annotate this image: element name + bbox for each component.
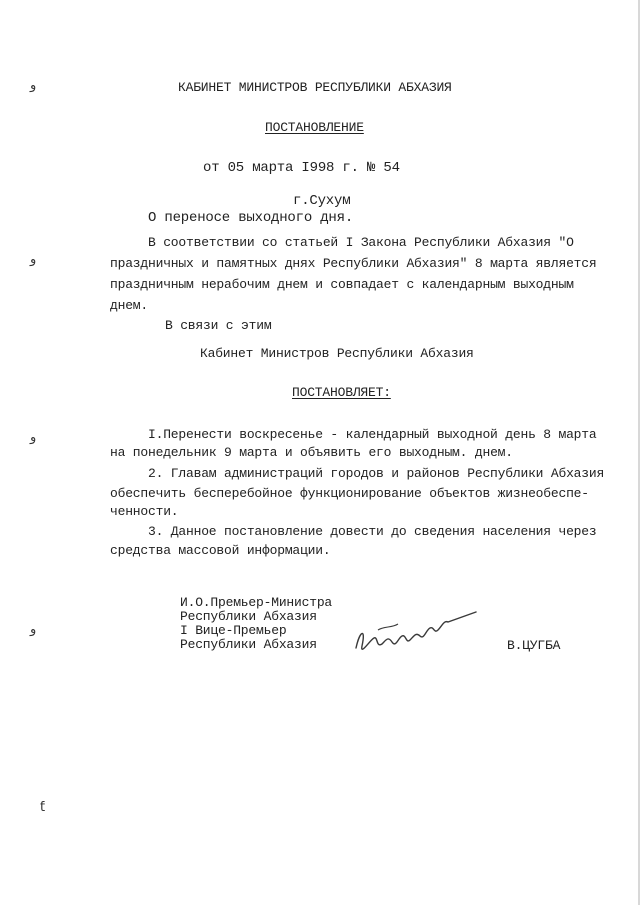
signatory-title-line: I Вице-Премьер (180, 623, 287, 638)
body-cabinet: Кабинет Министров Республики Абхазия (200, 346, 474, 361)
item-line: 3. Данное постановление довести до сведения населения через (148, 524, 597, 539)
signatory-title-line: Республики Абхазия (180, 637, 317, 652)
margin-mark-icon: ƭ (40, 800, 46, 815)
city: г.Сухум (293, 193, 351, 209)
preamble-line: днем. (110, 298, 149, 313)
subject: О переносе выходного дня. (148, 210, 354, 226)
margin-mark-icon: ﻭ (30, 252, 37, 267)
item-line: ченности. (110, 504, 179, 519)
document-type: ПОСТАНОВЛЕНИЕ (265, 120, 364, 135)
date-line: от 05 марта I998 г. № 54 (203, 160, 400, 176)
signatory-title-line: Республики Абхазия (180, 609, 317, 624)
cabinet-heading: КАБИНЕТ МИНИСТРОВ РЕСПУБЛИКИ АБХАЗИЯ (178, 80, 452, 95)
item-line: на понедельник 9 марта и объявить его выходным. днем. (110, 445, 513, 460)
item-line: 2. Главам администраций городов и районов Республики Абхазия (148, 466, 605, 481)
preamble-line: праздничным нерабочим днем и совпадает с календарным выходным (110, 277, 574, 292)
preamble-line: В соответствии со статьей I Закона Республики Абхазия "О (148, 235, 574, 250)
item-line: средства массовой информации. (110, 543, 331, 558)
decrees-heading: ПОСТАНОВЛЯЕТ: (292, 385, 391, 400)
handwritten-signature (348, 600, 488, 660)
preamble-line: праздничных и памятных днях Республики Абхазия" 8 марта является (110, 256, 597, 271)
signatory-name: В.ЦУГБА (507, 638, 561, 653)
margin-mark-icon: ﻭ (30, 622, 37, 637)
margin-mark-icon: ﻭ (30, 430, 37, 445)
in-connection: В связи с этим (165, 318, 272, 333)
signatory-title-line: И.О.Премьер-Министра (180, 595, 333, 610)
item-line: обеспечить бесперебойное функционирование объектов жизнеобеспе- (110, 486, 589, 501)
item-line: I.Перенести воскресенье - календарный выходной день 8 марта (148, 427, 597, 442)
margin-mark-icon: ﻭ (30, 78, 37, 93)
